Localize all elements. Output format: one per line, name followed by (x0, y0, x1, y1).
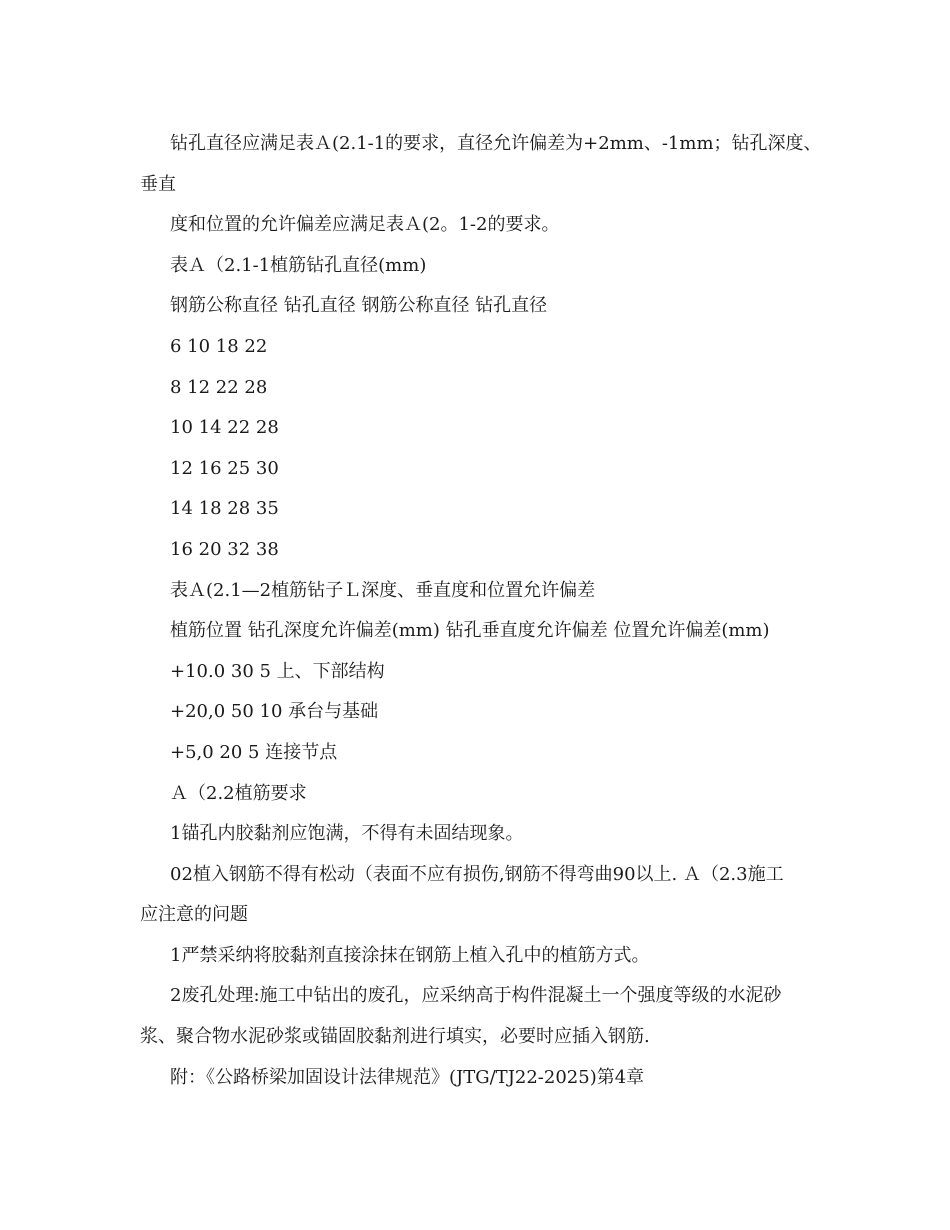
table-header: 植筋位置 钻孔深度允许偏差(mm) 钻孔垂直度允许偏差 位置允许偏差(mm) (170, 620, 770, 642)
table-row: +5,0 20 5 连接节点 (170, 741, 338, 763)
table-row: +10.0 30 5 上、下部结构 (170, 660, 385, 682)
text-line: 垂直 (140, 173, 176, 195)
text-line: 2废孔处理:施工中钻出的废孔，应采纳高于构件混凝土一个强度等级的水泥砂 (170, 985, 782, 1007)
table-row: 10 14 22 28 (170, 417, 279, 439)
document-body (140, 124, 820, 1098)
table-caption: 表Ａ(2.1—2植筋钻子Ｌ深度、垂直度和位置允许偏差 (170, 579, 596, 601)
text-line: 钻孔直径应满足表Ａ(2.1-1的要求，直径允许偏差为+2mm、-1mm；钻孔深度、 (170, 133, 822, 154)
table-row: 8 12 22 28 (170, 376, 268, 398)
text-line: 1严禁采纳将胶黏剂直接涂抹在钢筋上植入孔中的植筋方式。 (170, 944, 650, 966)
reference-note: 附：《公路桥梁加固设计法律规范》(JTG/TJ22-2025)第4章 (170, 1066, 645, 1088)
table-caption: 表Ａ（2.1-1植筋钻孔直径(mm) (170, 254, 427, 276)
section-heading: Ａ（2.2植筋要求 (170, 782, 307, 804)
table-row: 14 18 28 35 (170, 498, 279, 520)
table-row: 16 20 32 38 (170, 538, 279, 560)
table-row: 12 16 25 30 (170, 457, 279, 479)
table-row: +20,0 50 10 承台与基础 (170, 701, 379, 723)
text-line: 应注意的问题 (140, 904, 248, 926)
table-header: 钢筋公称直径 钻孔直径 钢筋公称直径 钻孔直径 (170, 295, 548, 317)
text-line: 02植入钢筋不得有松动（表面不应有损伤,钢筋不得弯曲90以上. Ａ（2.3施工 (170, 863, 784, 885)
text-line: 度和位置的允许偏差应满足表Ａ(2。1-2的要求。 (170, 214, 560, 236)
text-line: 浆、聚合物水泥砂浆或锚固胶黏剂进行填实，必要时应插入钢筋. (140, 1026, 650, 1048)
table-row: 6 10 18 22 (170, 335, 268, 357)
text-line: 1锚孔内胶黏剂应饱满，不得有未固结现象。 (170, 823, 524, 845)
